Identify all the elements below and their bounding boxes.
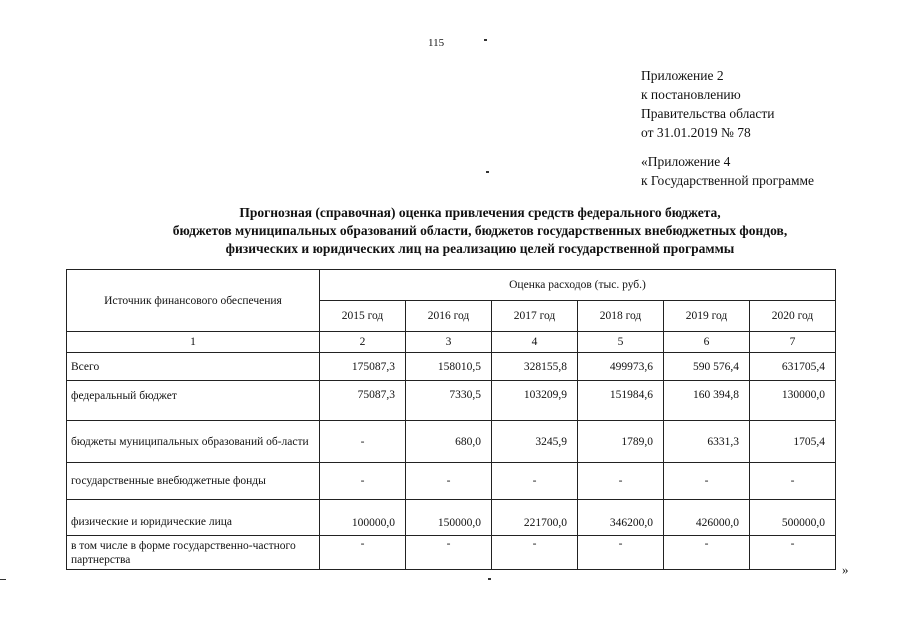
column-number: 6 [664, 332, 750, 353]
appendix-line: к постановлению [641, 87, 741, 102]
table-row [67, 353, 836, 381]
table-cell: 7330,5 [406, 381, 492, 421]
table-cell: - [320, 421, 406, 463]
title-line: бюджетов муниципальных образований области, бюджетов государственных внебюджетных фондов, [172, 223, 788, 238]
document-title [80, 204, 880, 258]
column-number: 7 [750, 332, 836, 353]
table-row [67, 421, 836, 463]
table-cell: 75087,3 [320, 381, 406, 421]
title-line: физических и юридических лиц на реализацию целей государственной программы [225, 241, 735, 256]
column-number: 3 [406, 332, 492, 353]
year-header: 2019 год [664, 301, 750, 332]
scan-speck [486, 171, 489, 173]
year-header: 2015 год [320, 301, 406, 332]
table-cell: - [750, 536, 836, 570]
appendix-line: к Государственной программе [641, 173, 815, 188]
year-header: 2020 год [750, 301, 836, 332]
column-number: 5 [578, 332, 664, 353]
table-cell: 680,0 [406, 421, 492, 463]
table-row [67, 381, 836, 421]
table-cell: 328155,8 [492, 353, 578, 381]
source-header: Источник финансового обеспечения [67, 270, 320, 332]
column-number: 1 [67, 332, 320, 353]
table-cell: 158010,5 [406, 353, 492, 381]
table-row [67, 500, 836, 536]
appendix-line: от 31.01.2019 № 78 [641, 125, 751, 140]
year-header: 2017 год [492, 301, 578, 332]
page-number: 115 [428, 37, 445, 49]
row-label: в том числе в форме государственно-частного партнерства [67, 536, 320, 570]
table-cell: - [492, 536, 578, 570]
table-row [67, 463, 836, 500]
estimate-header: Оценка расходов (тыс. руб.) [320, 270, 836, 301]
appendix-line: «Приложение 4 [641, 154, 731, 169]
scan-speck [488, 578, 491, 580]
table-cell: 100000,0 [320, 500, 406, 536]
table-cell: 1705,4 [750, 421, 836, 463]
table-cell: 103209,9 [492, 381, 578, 421]
table-cell: - [320, 463, 406, 500]
table-cell: - [492, 463, 578, 500]
table-cell: - [406, 463, 492, 500]
appendix-header [641, 66, 774, 142]
table-cell: 6331,3 [664, 421, 750, 463]
appendix-line: Приложение 2 [641, 68, 724, 83]
table-cell: 160 394,8 [664, 381, 750, 421]
row-label: государственные внебюджетные фонды [67, 463, 320, 500]
table-cell: 1789,0 [578, 421, 664, 463]
row-label: федеральный бюджет [67, 381, 320, 421]
table-cell: 499973,6 [578, 353, 664, 381]
table-cell: 346200,0 [578, 500, 664, 536]
table-cell: 221700,0 [492, 500, 578, 536]
table-cell: 130000,0 [750, 381, 836, 421]
scan-speck [484, 39, 487, 41]
table-row [67, 536, 836, 570]
row-label: физические и юридические лица [67, 500, 320, 536]
scan-speck [0, 579, 6, 580]
table-header-row [67, 270, 836, 301]
appendix-line: Правительства области [641, 106, 775, 121]
table-cell: 500000,0 [750, 500, 836, 536]
closing-quote: » [842, 562, 849, 577]
table-cell: 175087,3 [320, 353, 406, 381]
column-number: 2 [320, 332, 406, 353]
table-cell: - [578, 536, 664, 570]
table-cell: 426000,0 [664, 500, 750, 536]
row-label: Всего [67, 353, 320, 381]
table-cell: - [750, 463, 836, 500]
title-line: Прогнозная (справочная) оценка привлечения средств федерального бюджета, [239, 205, 721, 220]
table-cell: 151984,6 [578, 381, 664, 421]
budget-table [66, 269, 836, 570]
table-cell: 3245,9 [492, 421, 578, 463]
table-cell: - [578, 463, 664, 500]
table-cell: - [664, 463, 750, 500]
appendix-original-header [641, 152, 814, 190]
table-cell: - [320, 536, 406, 570]
column-number: 4 [492, 332, 578, 353]
year-header: 2016 год [406, 301, 492, 332]
year-header: 2018 год [578, 301, 664, 332]
table-cell: 631705,4 [750, 353, 836, 381]
column-number-row [67, 332, 836, 353]
table-cell: - [406, 536, 492, 570]
table-cell: - [664, 536, 750, 570]
row-label: бюджеты муниципальных образований об-ласти [67, 421, 320, 463]
table-cell: 590 576,4 [664, 353, 750, 381]
table-cell: 150000,0 [406, 500, 492, 536]
